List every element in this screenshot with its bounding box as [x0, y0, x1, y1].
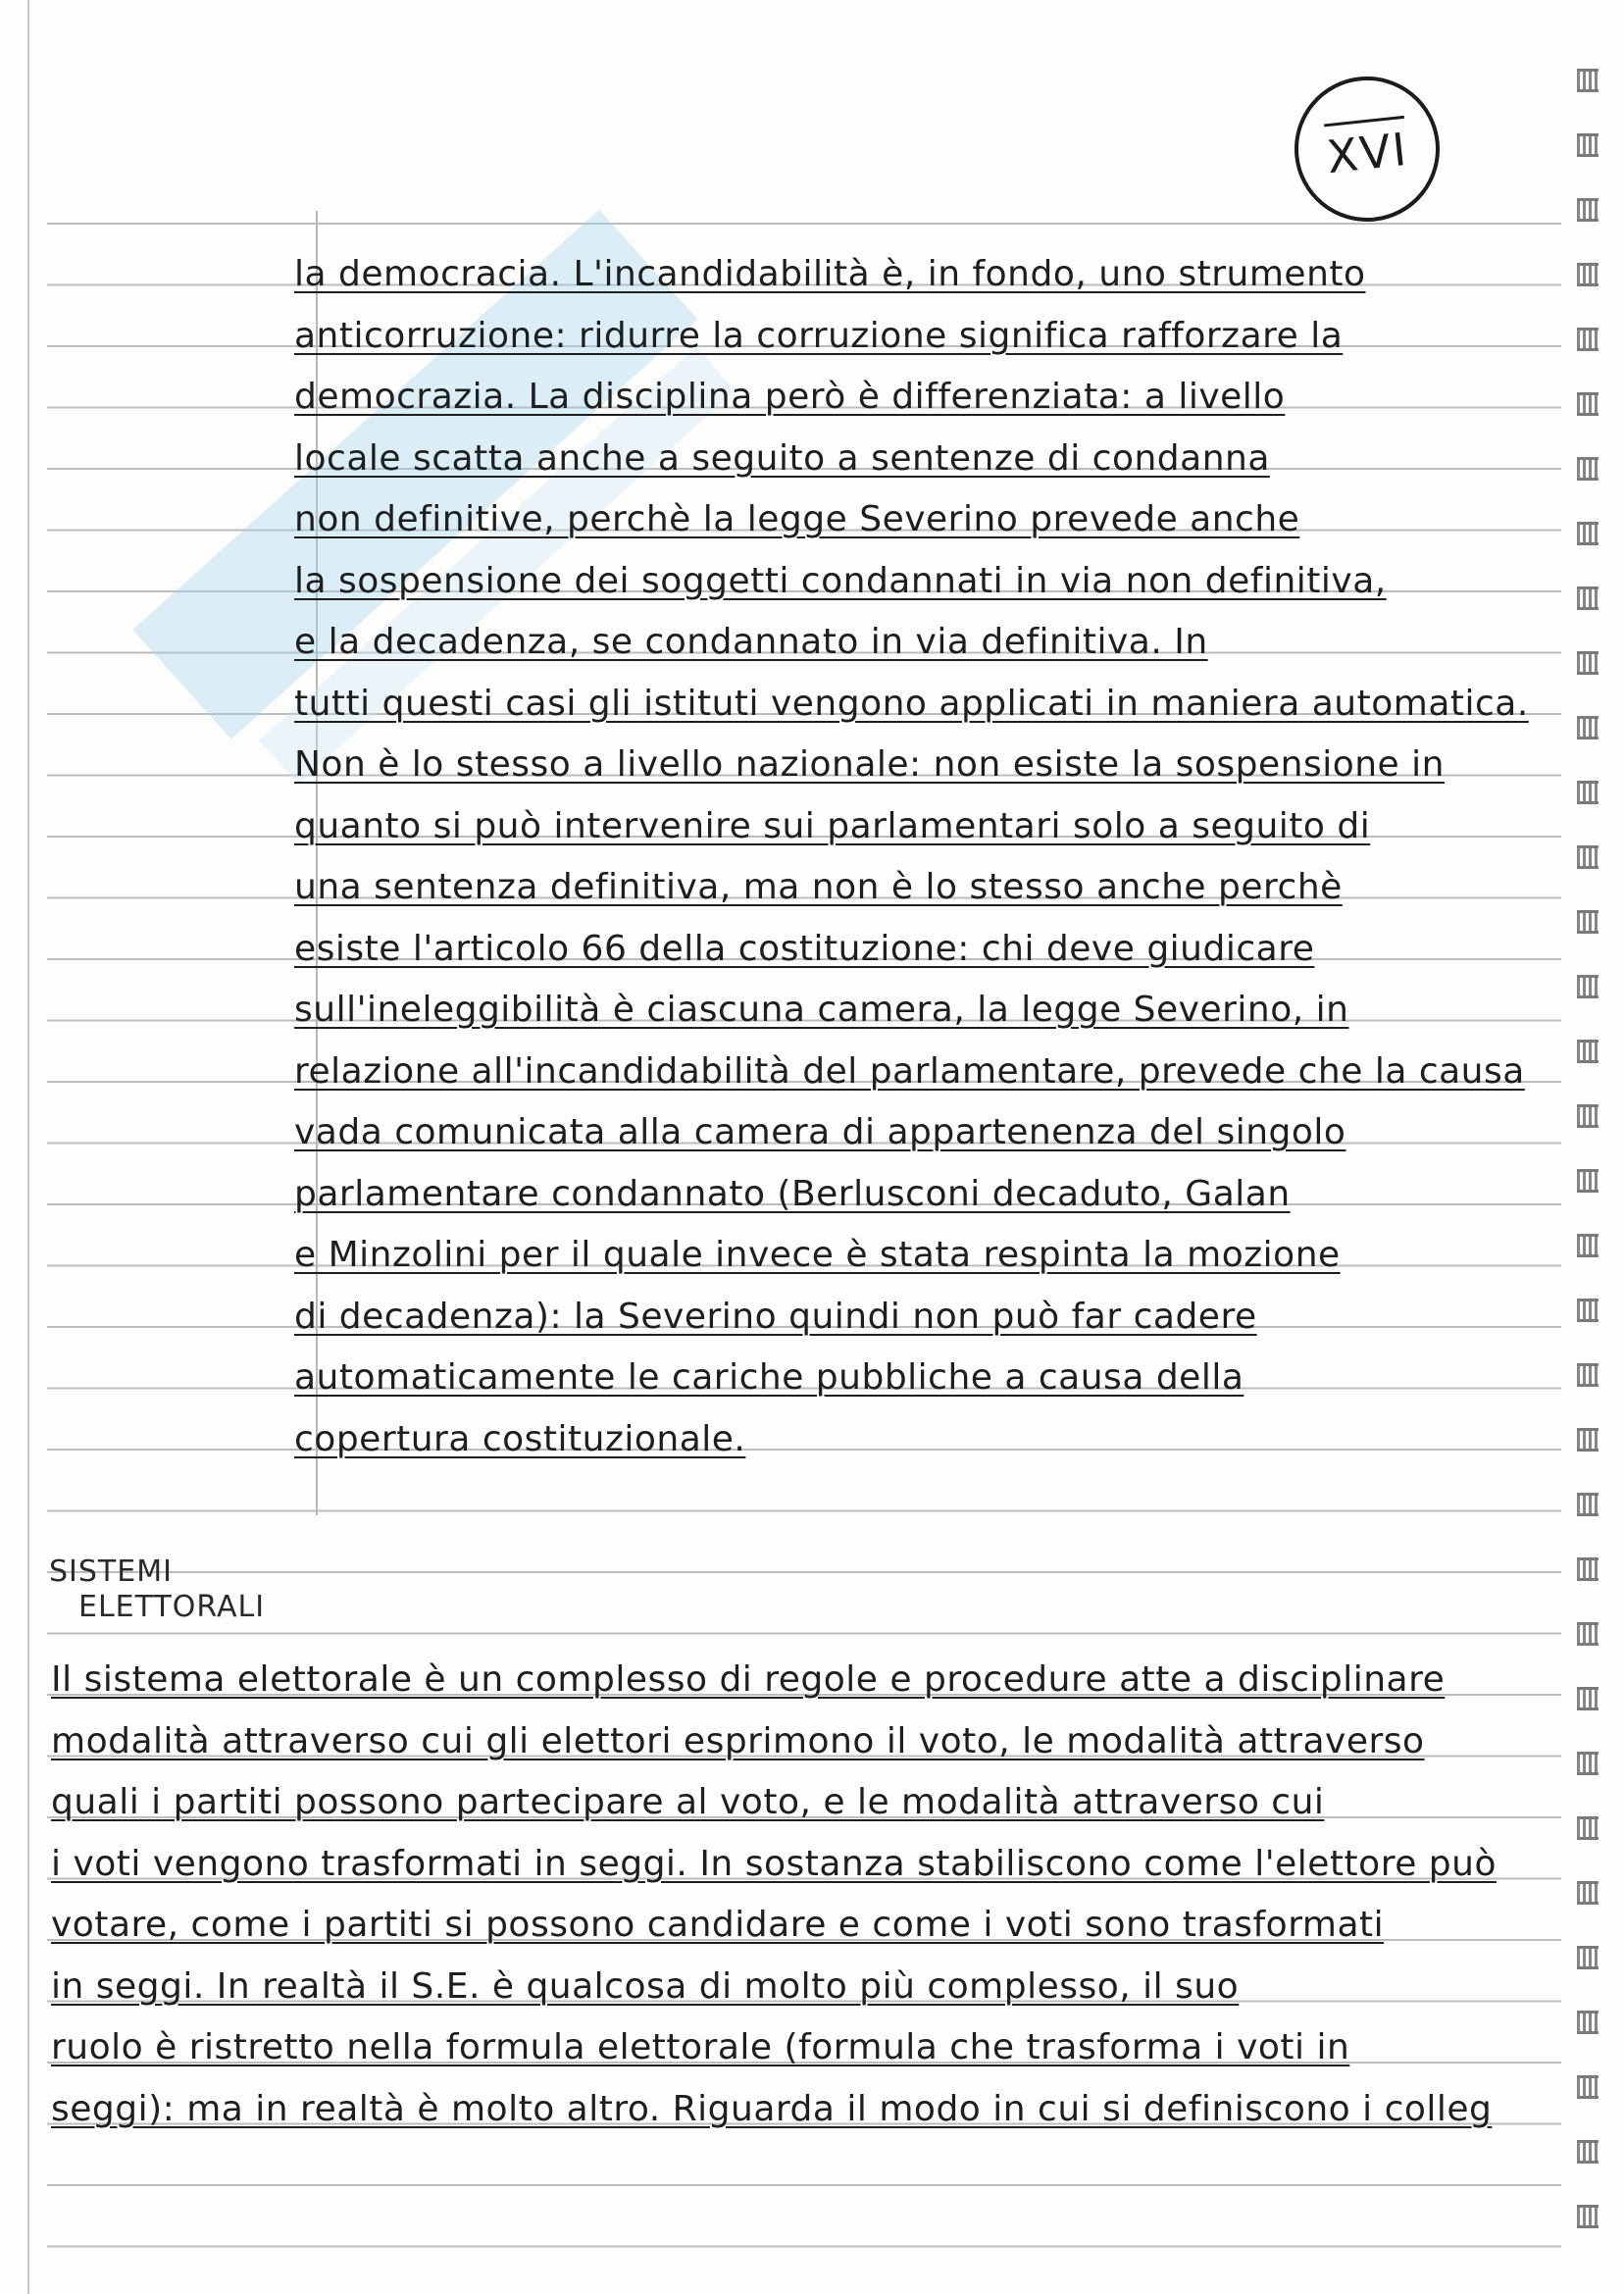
- binding-hole: [1577, 586, 1599, 610]
- binding-hole: [1577, 457, 1599, 481]
- handwritten-line: quanto si può intervenire sui parlamentari solo a seguito di: [294, 805, 1371, 846]
- handwritten-line: copertura costituzionale.: [294, 1418, 746, 1459]
- handwritten-line: anticorruzione: ridurre la corruzione significa rafforzare la: [294, 315, 1344, 356]
- binding-hole: [1577, 2075, 1599, 2099]
- handwritten-line: democrazia. La disciplina però è differenziata: a livello: [294, 377, 1286, 417]
- handwritten-line: relazione all'incandidabilità del parlamentare, prevede che la causa: [294, 1050, 1525, 1092]
- handwritten-line: in seggi. In realtà il S.E. è qualcosa di molto più complesso, il suo: [51, 1965, 1240, 2007]
- handwritten-line: Il sistema elettorale è un complesso di regole e procedure atte a disciplinare: [51, 1659, 1446, 1700]
- handwritten-line: modalità attraverso cui gli elettori esprimono il voto, le modalità attraverso: [51, 1720, 1425, 1761]
- binding-hole: [1577, 1234, 1599, 1257]
- page-number: XVI: [1324, 115, 1410, 182]
- handwritten-line: tutti questi casi gli istituti vengono applicati in maniera automatica.: [294, 683, 1529, 724]
- binding-hole: [1577, 1169, 1599, 1193]
- binding-holes: [1569, 69, 1608, 2275]
- handwritten-line: locale scatta anche a seguito a sentenze di condanna: [294, 437, 1270, 479]
- binding-hole: [1577, 522, 1599, 545]
- binding-hole: [1577, 1104, 1599, 1128]
- binding-hole: [1577, 845, 1599, 869]
- binding-hole: [1577, 1622, 1599, 1646]
- binding-hole: [1577, 1428, 1599, 1452]
- binding-hole: [1577, 1752, 1599, 1775]
- handwritten-line: di decadenza): la Severino quindi non può far cadere: [294, 1296, 1257, 1337]
- handwritten-line: automaticamente le cariche pubbliche a causa della: [294, 1357, 1244, 1398]
- handwritten-line: quali i partiti possono partecipare al voto, e le modalità attraverso cui: [51, 1782, 1325, 1822]
- binding-hole: [1577, 975, 1599, 998]
- handwritten-line: seggi): ma in realtà è molto altro. Riguarda il modo in cui si definiscono i colleg: [51, 2088, 1493, 2129]
- section-heading: [49, 1555, 265, 1625]
- handwritten-line: non definitive, perchè la legge Severino prevede anche: [294, 499, 1300, 539]
- handwritten-line: la sospensione dei soggetti condannati in via non definitiva,: [294, 560, 1387, 601]
- binding-hole: [1577, 392, 1599, 416]
- binding-hole: [1577, 1299, 1599, 1322]
- binding-hole: [1577, 1040, 1599, 1063]
- handwritten-line: votare, come i partiti si possono candidare e come i voti sono trasformati: [51, 1905, 1385, 1945]
- handwritten-line: la democracia. L'incandidabilità è, in fondo, uno strumento: [294, 254, 1366, 294]
- binding-hole: [1577, 1363, 1599, 1387]
- binding-hole: [1577, 2140, 1599, 2164]
- section-heading-line: ELETTORALI: [78, 1590, 266, 1624]
- binding-hole: [1577, 69, 1599, 92]
- page-number-circle: [1288, 70, 1447, 229]
- binding-hole: [1577, 2205, 1599, 2228]
- page-edge: [27, 0, 29, 2294]
- binding-hole: [1577, 1687, 1599, 1710]
- section-heading-line: SISTEMI: [49, 1555, 173, 1589]
- handwritten-line: vada comunicata alla camera di appartenenza del singolo: [294, 1112, 1346, 1152]
- handwritten-line: esiste l'articolo 66 della costituzione: chi deve giudicare: [294, 928, 1315, 969]
- binding-hole: [1577, 133, 1599, 157]
- binding-hole: [1577, 651, 1599, 675]
- handwritten-line: una sentenza definitiva, ma non è lo stesso anche perchè: [294, 867, 1343, 907]
- binding-hole: [1577, 2011, 1599, 2034]
- binding-hole: [1577, 1493, 1599, 1516]
- binding-hole: [1577, 910, 1599, 934]
- handwritten-line: Non è lo stesso a livello nazionale: non esiste la sospensione in: [294, 744, 1445, 785]
- binding-hole: [1577, 716, 1599, 739]
- handwritten-line: e Minzolini per il quale invece è stata respinta la mozione: [294, 1235, 1341, 1275]
- binding-hole: [1577, 1881, 1599, 1905]
- binding-hole: [1577, 781, 1599, 804]
- handwritten-line: i voti vengono trasformati in seggi. In sostanza stabiliscono come l'elettore può: [51, 1843, 1497, 1884]
- handwritten-line: e la decadenza, se condannato in via definitiva. In: [294, 622, 1208, 662]
- binding-hole: [1577, 328, 1599, 351]
- binding-hole: [1577, 1816, 1599, 1840]
- binding-hole: [1577, 198, 1599, 222]
- handwritten-line: ruolo è ristretto nella formula elettorale (formula che trasforma i voti in: [51, 2027, 1350, 2067]
- handwritten-line: parlamentare condannato (Berlusconi decaduto, Galan: [294, 1173, 1291, 1214]
- binding-hole: [1577, 1946, 1599, 1969]
- binding-hole: [1577, 1557, 1599, 1581]
- handwritten-line: sull'ineleggibilità è ciascuna camera, la legge Severino, in: [294, 990, 1349, 1030]
- binding-hole: [1577, 263, 1599, 286]
